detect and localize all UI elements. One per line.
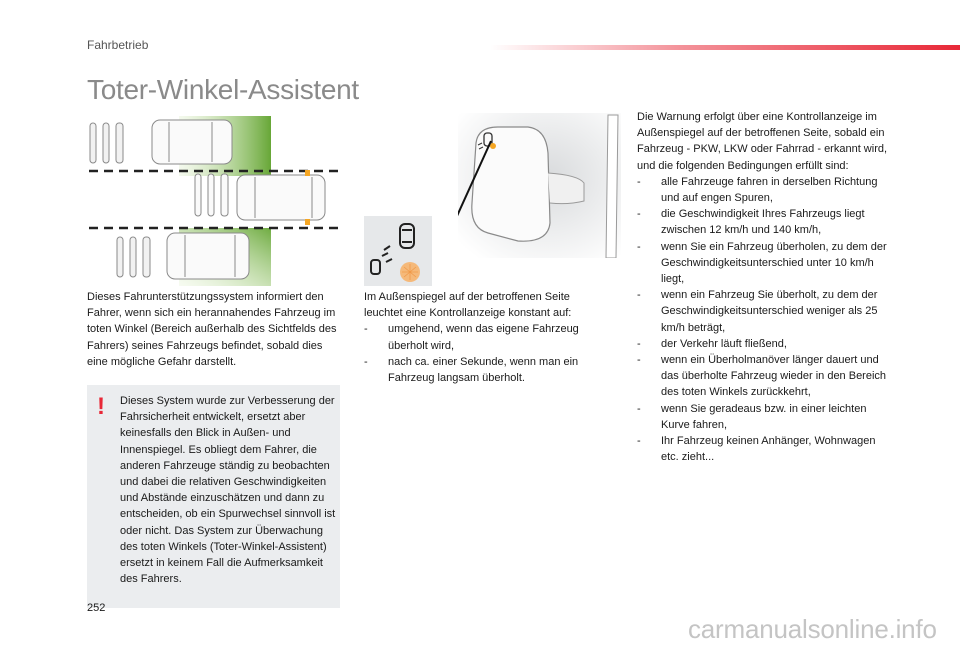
list-item: - wenn ein Fahrzeug Sie überholt, zu dem der Geschwindigkeitsunterschied weniger als 25 km/h beträgt, (637, 287, 892, 336)
van-top (90, 120, 232, 164)
conditions-intro: Die Warnung erfolgt über eine Kontrollanzeige im Außenspiegel auf der betroffenen Seite, sobald ein Fahrzeug - PKW, LKW oder Fahrrad - erkannt wird, und die folgenden Bedingungen erfüllt sind: (637, 111, 888, 172)
page-number: 252 (87, 602, 106, 614)
conditions-section (637, 109, 892, 465)
exclamation-icon: ! (97, 393, 105, 420)
list-item: - Ihr Fahrzeug keinen Anhänger, Wohnwagen etc. zieht... (637, 433, 892, 465)
van-bottom (117, 233, 249, 279)
warning-box (87, 385, 340, 608)
page-title: Toter-Winkel-Assistent (87, 74, 359, 105)
van-own (195, 170, 325, 225)
indicator-closeup-illustration (364, 216, 432, 286)
list-item: - wenn Sie geradeaus bzw. in einer leichten Kurve fahren, (637, 401, 892, 433)
list-item: - alle Fahrzeuge fahren in derselben Richtung und auf engen Spuren, (637, 174, 892, 206)
conditions-list (637, 174, 892, 466)
header-accent-bar (490, 45, 960, 50)
list-item: - umgehend, wenn das eigene Fahrzeug überholt wird, (364, 321, 609, 353)
section-label: Fahrbetrieb (87, 38, 149, 52)
mirror-list (364, 321, 609, 386)
list-item: - die Geschwindigkeit Ihres Fahrzeugs liegt zwischen 12 km/h und 140 km/h, (637, 206, 892, 238)
blind-spot-traffic-illustration (87, 113, 342, 288)
list-item: - der Verkehr läuft fließend, (637, 336, 892, 352)
warning-text: Dieses System wurde zur Verbesserung der Fahrsicherheit entwickelt, ersetzt aber keinesfalls den Blick in Außen- und Innenspiegel. Es obliegt dem Fahrer, die anderen Fahrzeuge ständig zu beobachten und dabei die relativen Geschwindigkeiten und Abstände einzuschätzen und dann zu entscheiden, ob ein Spurwechsel sinnvoll ist oder nicht. Das System zur Überwachung des toten Winkels (Toter-Winkel-Assistent) ersetzt in keinem Fall die Aufmerksamkeit des Fahrers. (120, 395, 336, 586)
watermark: carmanualsonline.info (688, 614, 937, 644)
mirror-section (364, 289, 609, 386)
mirror-intro: Im Außenspiegel auf der betroffenen Seite leuchtet eine Kontrollanzeige konstant auf: (364, 291, 572, 320)
list-item: - wenn ein Überholmanöver länger dauert und das überholte Fahrzeug wieder in den Bereich des toten Winkels zurückkehrt, (637, 352, 892, 401)
exterior-mirror-illustration (458, 113, 621, 258)
list-item: - wenn Sie ein Fahrzeug überholen, zu dem der Geschwindigkeitsunterschied unter 10 km/h liegt, (637, 239, 892, 288)
warning-light-icon (400, 262, 420, 282)
intro-paragraph: Dieses Fahrunterstützungssystem informiert den Fahrer, wenn sich ein herannahendes Fahrzeug im toten Winkel (Bereich außerhalb des Sichtfelds des Fahrers) seines Fahrzeugs befindet, sobald dies eine mögliche Gefahr darstellt. (87, 291, 337, 368)
list-item: - nach ca. einer Sekunde, wenn man ein Fahrzeug langsam überholt. (364, 354, 609, 386)
